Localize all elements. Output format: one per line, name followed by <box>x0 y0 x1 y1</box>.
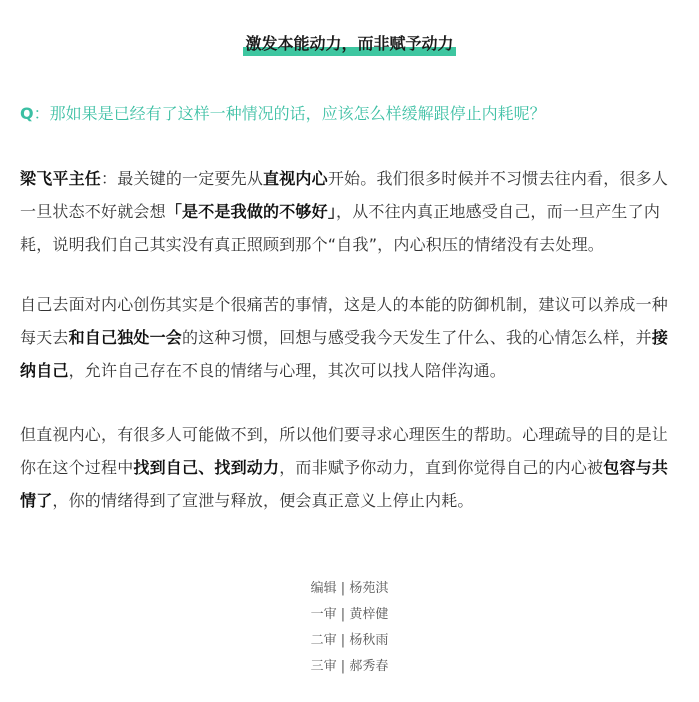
credits <box>0 576 699 680</box>
answer-paragraph-1 <box>20 162 680 261</box>
p1-text-2: 开始。我们很多时候并不习惯去往内看，很多人一旦状态不好就会想 <box>20 169 669 221</box>
p2-text-3: ，允许自己存在不良的情绪与心理，其次可以找人陪伴沟通。 <box>68 361 507 380</box>
p1-bold-2: 「是不是我做的不够好」 <box>165 202 337 221</box>
answer-paragraph-3 <box>20 418 680 517</box>
p1-bold-1: 直视内心 <box>263 169 328 188</box>
p1-text-1: ：最关键的一定要先从 <box>101 169 264 188</box>
question-separator: ： <box>33 104 50 123</box>
p1-text-3: ，从不往内真正地感受自己，而一旦产生了内耗，说明我们自己其实没有真正照顾到那个“自我”，内心积压的情绪没有去处理。 <box>20 202 661 254</box>
question-text: 那如果是已经有了这样一种情况的话，应该怎么样缓解跟停止内耗呢？ <box>49 104 546 123</box>
p2-bold-1: 和自己独处一会 <box>68 328 183 347</box>
credit-second-review: 二审 | 杨秋雨 <box>310 633 389 648</box>
section-title-text: 激发本能动力，而非赋予动力 <box>243 32 455 56</box>
p3-text-2: ，而非赋予你动力，直到你觉得自己的内心被 <box>279 458 604 477</box>
answer-paragraph-2 <box>20 288 680 387</box>
section-title <box>0 32 699 56</box>
p3-text-1: 但直视内心，有很多人可能做不到，所以他们要寻求心理医生的帮助。心理疏导的目的是让你在这个过程中 <box>20 425 669 477</box>
p3-bold-1: 找到自己、找到动力 <box>133 458 280 477</box>
p2-bold-2: 接纳自己 <box>20 328 669 380</box>
p2-text-2: 的这种习惯，回想与感受我今天发生了什么、我的心情怎么样，并 <box>182 328 652 347</box>
p2-text-1: 自己去面对内心创伤其实是个很痛苦的事情，这是人的本能的防御机制，建议可以养成一种每天去 <box>20 295 669 347</box>
credit-third-review: 三审 | 郝秀春 <box>310 659 389 674</box>
question <box>20 100 680 128</box>
speaker-name: 梁飞平主任 <box>20 169 102 188</box>
p3-bold-2: 包容与共情了 <box>20 458 669 510</box>
question-mark: Q <box>20 104 34 123</box>
credit-editor: 编辑 | 杨苑淇 <box>310 581 389 596</box>
p3-text-3: ，你的情绪得到了宣泄与释放，便会真正意义上停止内耗。 <box>52 491 474 510</box>
credit-first-review: 一审 | 黄梓健 <box>310 607 389 622</box>
